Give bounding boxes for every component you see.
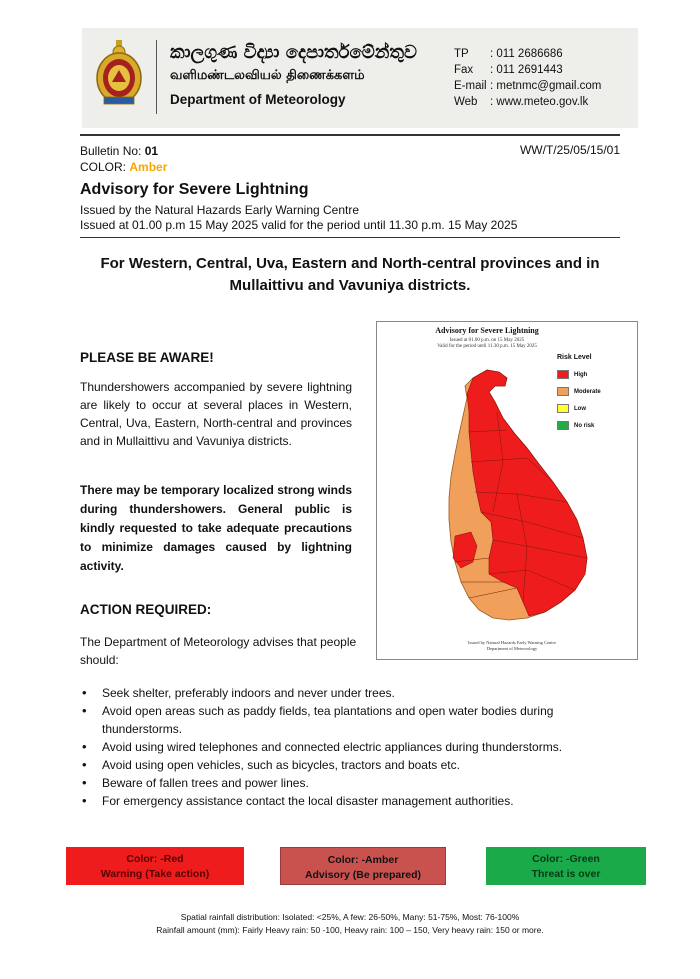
contact-block [454, 46, 601, 110]
legend-title: Risk Level [557, 354, 592, 361]
department-name-tamil: வளிமண்டலவியல் திணைக்களம் [170, 68, 365, 83]
map-valid: Valid for the period until 11.30 p.m. 15 May 2025 [437, 344, 537, 349]
legend-swatch-low [557, 404, 569, 413]
map-footer: Issued by Natural Hazards Early Warning Centre Department of Meteorology [467, 640, 557, 651]
bulletin-color: Amber [129, 160, 168, 174]
legend-item-no-risk: No risk [557, 417, 601, 434]
contact-web: Web : www.meteo.gov.lk [454, 96, 589, 108]
legend-swatch-high [557, 370, 569, 379]
bulletin-info: Bulletin No: 01 COLOR: Amber [80, 144, 168, 174]
section-rule [80, 237, 620, 238]
list-item: • Avoid using open vehicles, such as bicycles, tractors and boats etc. [80, 756, 625, 774]
list-item: • Avoid open areas such as paddy fields, tea plantations and open water bodies during thunderstorms. [80, 702, 625, 738]
bulletin-reference: WW/T/25/05/15/01 [519, 143, 620, 157]
action-intro: The Department of Meteorology advises that people should: [80, 635, 357, 667]
wind-warning-paragraph: There may be temporary localized strong winds during thundershowers. General public is kindly requested to take adequate precautions to minimize damages caused by lightning activity. [80, 483, 352, 573]
header-divider [156, 40, 157, 114]
department-name-sinhala: කාලගුණ විද්‍යා දෙපාර්තමේන්තුව [170, 42, 417, 63]
bulletin-number: 01 [144, 144, 159, 158]
department-name-english: Department of Meteorology [170, 92, 346, 107]
action-list [80, 684, 625, 810]
risk-map [376, 321, 638, 660]
letterhead [82, 28, 638, 128]
action-heading: ACTION REQUIRED: [80, 602, 212, 617]
color-code-green: Color: -Green Threat is over [486, 847, 646, 885]
legend-item-moderate: Moderate [557, 383, 601, 400]
advisory-title: Advisory for Severe Lightning [80, 181, 309, 198]
rainfall-distribution-note: Spatial rainfall distribution: Isolated: <25%, A few: 26-50%, Many: 51-75%, Most: 76-100% [180, 912, 520, 922]
rainfall-amount-note: Rainfall amount (mm): Fairly Heavy rain: 50 -100, Heavy rain: 100 – 150, Very heavy rain: 150 or more. [156, 925, 544, 935]
map-issued: Issued at 01.00 p.m. on 15 May 2025 [449, 338, 525, 343]
issued-by: Issued by the Natural Hazards Early Warning Centre [80, 203, 360, 217]
legend-swatch-no-risk [557, 421, 569, 430]
legend-swatch-moderate [557, 387, 569, 396]
sri-lanka-emblem-icon [94, 40, 144, 106]
header-rule [80, 134, 620, 136]
issued-at: Issued at 01.00 p.m 15 May 2025 valid for the period until 11.30 p.m. 15 May 2025 [80, 218, 518, 232]
contact-fax: Fax : 011 2691443 [454, 64, 563, 76]
issued-info [80, 203, 517, 233]
list-item: • Beware of fallen trees and power lines. [80, 774, 625, 792]
legend-item-high: High [557, 366, 601, 383]
aware-heading: PLEASE BE AWARE! [80, 350, 214, 365]
contact-email: E-mail : metnmc@gmail.com [454, 80, 602, 92]
list-item: • For emergency assistance contact the local disaster management authorities. [80, 792, 625, 810]
list-item: • Seek shelter, preferably indoors and never under trees. [80, 684, 625, 702]
color-code-red: Color: -Red Warning (Take action) [66, 847, 244, 885]
map-legend [557, 354, 601, 434]
map-title: Advisory for Severe Lightning [435, 326, 539, 335]
affected-provinces: For Western, Central, Uva, Eastern and North-central provinces and in Mullaittivu and Vavuniya districts. [100, 255, 600, 294]
contact-phone: TP : 011 2686686 [454, 48, 563, 60]
color-code-amber: Color: -Amber Advisory (Be prepared) [280, 847, 446, 885]
list-item: • Avoid using wired telephones and connected electric appliances during thunderstorms. [80, 738, 625, 756]
legend-item-low: Low [557, 400, 601, 417]
aware-paragraph: Thundershowers accompanied by severe lightning are likely to occur at several places in Western, Central, Uva, Eastern, North-central and provinces and in Mullaittivu and Vavuniya districts. [80, 380, 352, 448]
